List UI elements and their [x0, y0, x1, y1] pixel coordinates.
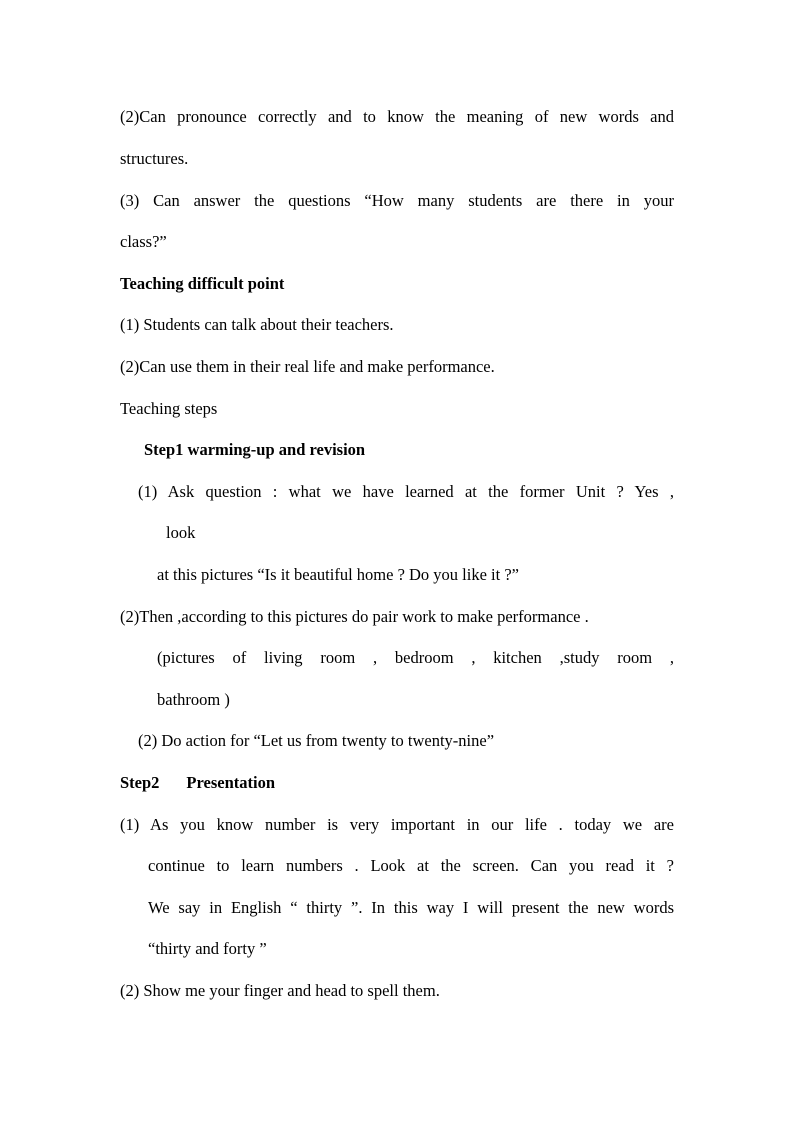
step1-item-3: (2) Do action for “Let us from twenty to twenty-nine”	[138, 731, 495, 750]
step1-item-2-line-3: bathroom )	[157, 690, 230, 709]
objective-3-line-1: (3) Can answer the questions “How many students are there in your	[120, 191, 674, 210]
step1-item-1-line-2: look	[166, 523, 196, 542]
step1-heading: Step1 warming-up and revision	[144, 440, 366, 459]
objective-2-line-1: (2)Can pronounce correctly and to know the meaning of new words and	[120, 107, 674, 126]
objective-3-line-2: class?”	[120, 232, 167, 251]
step1-item-2-line-2: (pictures of living room , bedroom , kitchen ,study room ,	[157, 648, 674, 667]
difficult-point-item-1: (1) Students can talk about their teachers.	[120, 315, 394, 334]
step2-item-1-line-4: “thirty and forty ”	[148, 939, 267, 958]
teaching-steps-heading: Teaching steps	[120, 399, 218, 418]
difficult-point-heading: Teaching difficult point	[120, 274, 285, 293]
step2-heading-title: Presentation	[186, 773, 276, 792]
step2-item-1-line-1: (1) As you know number is very important in our life . today we are	[120, 815, 674, 834]
step1-item-1-line-3: at this pictures “Is it beautiful home ? Do you like it ?”	[157, 565, 519, 584]
step2-heading	[120, 771, 674, 795]
step2-heading-label: Step2	[120, 773, 160, 792]
step2-item-1-line-3: We say in English “ thirty ”. In this way I will present the new words	[148, 898, 674, 917]
step1-item-2-line-1: (2)Then ,according to this pictures do pair work to make performance .	[120, 607, 589, 626]
step2-item-2: (2) Show me your finger and head to spell them.	[120, 981, 440, 1000]
difficult-point-item-2: (2)Can use them in their real life and make performance.	[120, 357, 495, 376]
step1-item-1-line-1: (1) Ask question : what we have learned at the former Unit ? Yes ,	[138, 482, 674, 501]
step2-item-1-line-2: continue to learn numbers . Look at the screen. Can you read it ?	[148, 856, 674, 875]
objective-2-line-2: structures.	[120, 149, 189, 168]
